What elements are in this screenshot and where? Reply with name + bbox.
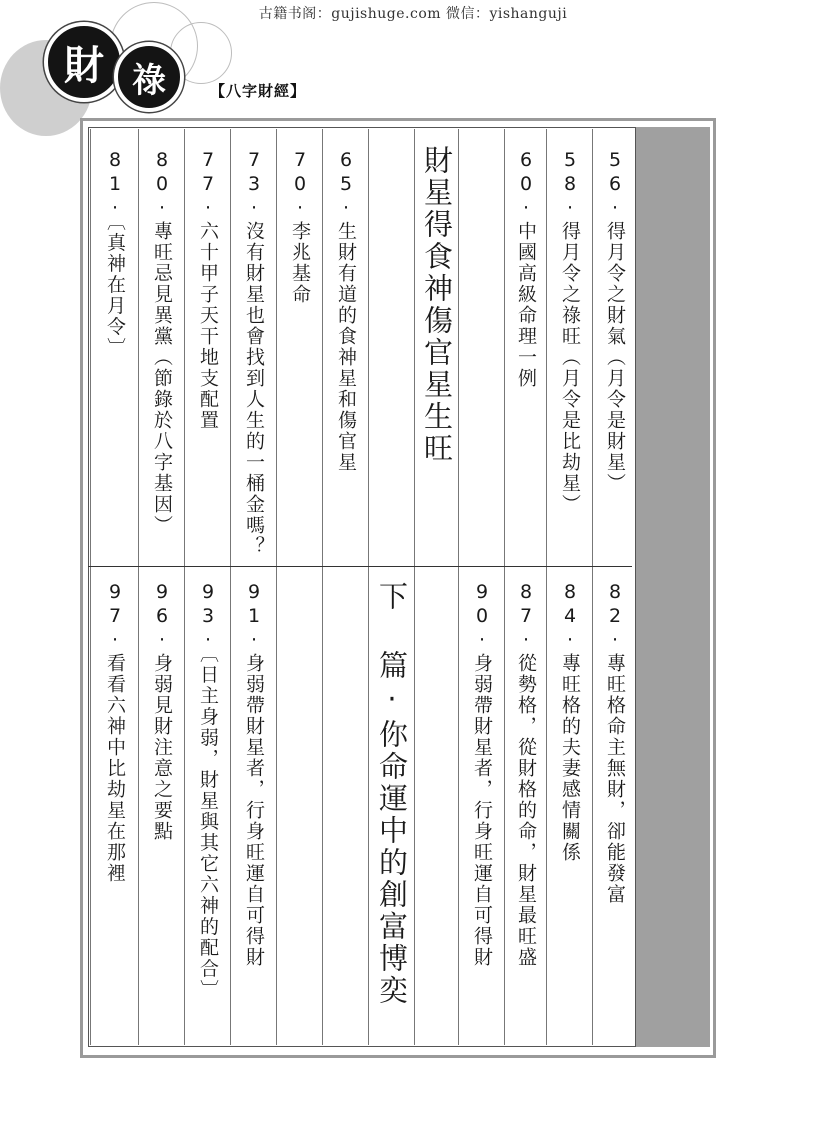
badge-lu-text: 祿 [132,60,166,101]
toc-column [322,129,368,1045]
toc-entry: 70·李兆基命 [289,149,311,305]
book-subtitle: 【八字財經】 [210,82,307,100]
toc-entry: 77·六十甲子天干地支配置 [197,149,219,431]
toc-entry [415,581,458,1031]
toc-column [504,129,546,1045]
toc-entry: 87·從勢格，從財格的命，財星最旺盛 [515,581,537,968]
gray-band [636,127,710,1047]
watermark-text: 古籍书阁：gujishuge.com 微信：yishanguji [258,6,568,22]
toc-entry: 65·生財有道的食神星和傷官星 [335,149,357,473]
toc-column [368,129,414,1045]
toc-entry: 97·看看六神中比劫星在那裡 [104,581,126,884]
toc-entry: 84·專旺格的夫妻感情關係 [559,581,581,863]
toc-entry: 90·身弱帶財星者，行身旺運自可得財 [471,581,493,968]
toc-column [546,129,592,1045]
badge-lu [114,42,184,112]
toc-entry: 58·得月令之祿旺（月令是比劫星） [559,149,581,515]
toc-column [138,129,184,1045]
toc-entry: 81·〔真神在月令〕 [104,149,126,359]
toc-entry: 82·專旺格命主無財，卻能發富 [604,581,626,905]
badge-cai-text: 財 [64,41,104,89]
toc-entry: 96·身弱見財注意之要點 [151,581,173,842]
toc-entry: 80·專旺忌見異黨（節錄於八字基因） [151,149,173,536]
toc-entry [459,149,504,569]
toc-column [230,129,276,1045]
section-divider [88,566,632,567]
toc-column [592,129,636,1045]
toc-column [458,129,504,1045]
toc-entry [323,581,368,1031]
section-heading: 下 篇·你命運中的創富博奕 [375,581,409,1007]
toc-entry: 91·身弱帶財星者，行身旺運自可得財 [243,581,265,968]
toc-column [414,129,458,1045]
toc-entry: 73·沒有財星也會找到人生的一桶金嗎？ [243,149,265,557]
section-heading: 財星得食神傷官星生旺 [420,145,454,465]
toc-entry [277,581,322,1031]
toc-entry: 93·〔日主身弱，財星與其它六神的配合〕 [197,581,219,1001]
toc-entry: 60·中國高級命理一例 [515,149,537,389]
toc-column [184,129,230,1045]
toc-entry [369,149,414,569]
toc-column [276,129,322,1045]
badge-cai [44,22,124,102]
toc-column [90,129,138,1045]
toc-entry: 56·得月令之財氣（月令是財星） [604,149,626,494]
